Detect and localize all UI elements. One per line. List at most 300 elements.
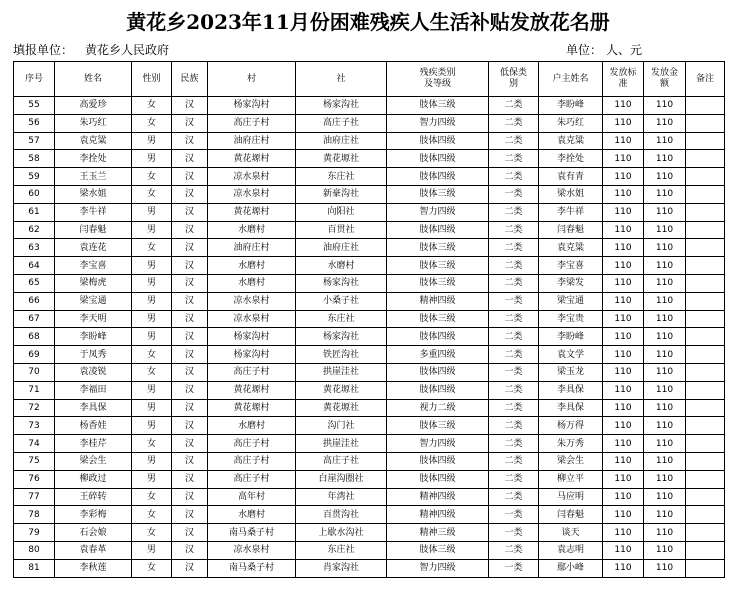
cell-subsidy-amount: 110 xyxy=(644,488,686,506)
cell-subsistence-category: 二类 xyxy=(489,203,539,221)
column-header-subsidy-standard: 发放标 准 xyxy=(603,62,644,97)
cell-serial-no: 77 xyxy=(14,488,55,506)
cell-serial-no: 61 xyxy=(14,203,55,221)
cell-community: 高庄子社 xyxy=(296,114,387,132)
cell-ethnicity: 汉 xyxy=(172,435,208,453)
cell-village: 南马桑子村 xyxy=(208,524,296,542)
cell-ethnicity: 汉 xyxy=(172,506,208,524)
cell-serial-no: 78 xyxy=(14,506,55,524)
cell-community: 杨家沟社 xyxy=(296,328,387,346)
table-row xyxy=(14,203,725,221)
cell-gender: 男 xyxy=(132,257,172,275)
table-row xyxy=(14,470,725,488)
cell-remarks xyxy=(686,150,725,168)
cell-serial-no: 70 xyxy=(14,363,55,381)
cell-name: 石会娘 xyxy=(55,524,132,542)
cell-subsistence-category: 二类 xyxy=(489,470,539,488)
column-header-remarks: 备注 xyxy=(686,62,725,97)
cell-disability-grade: 精神四级 xyxy=(387,292,489,310)
cell-subsidy-standard: 110 xyxy=(603,524,644,542)
cell-remarks xyxy=(686,452,725,470)
cell-disability-grade: 精神四级 xyxy=(387,488,489,506)
cell-community: 黄花塬社 xyxy=(296,150,387,168)
cell-household-head: 谈天 xyxy=(539,524,603,542)
column-header-disability-grade: 残疾类别 及等级 xyxy=(387,62,489,97)
cell-subsistence-category: 二类 xyxy=(489,488,539,506)
reporting-unit-value: 黄花乡人民政府 xyxy=(85,43,170,57)
cell-gender: 男 xyxy=(132,328,172,346)
cell-disability-grade: 智力四级 xyxy=(387,203,489,221)
cell-serial-no: 63 xyxy=(14,239,55,257)
cell-disability-grade: 精神三级 xyxy=(387,524,489,542)
cell-subsidy-standard: 110 xyxy=(603,97,644,115)
cell-village: 凉水泉村 xyxy=(208,310,296,328)
cell-subsidy-standard: 110 xyxy=(603,185,644,203)
cell-ethnicity: 汉 xyxy=(172,221,208,239)
cell-village: 水磨村 xyxy=(208,221,296,239)
cell-household-head: 李牛祥 xyxy=(539,203,603,221)
table-row xyxy=(14,97,725,115)
cell-ethnicity: 汉 xyxy=(172,292,208,310)
cell-subsistence-category: 二类 xyxy=(489,239,539,257)
cell-subsistence-category: 二类 xyxy=(489,541,539,559)
cell-name: 李拴处 xyxy=(55,150,132,168)
cell-community: 小桑子社 xyxy=(296,292,387,310)
cell-subsidy-amount: 110 xyxy=(644,239,686,257)
cell-gender: 女 xyxy=(132,239,172,257)
cell-remarks xyxy=(686,488,725,506)
cell-community: 东庄社 xyxy=(296,541,387,559)
table-row xyxy=(14,452,725,470)
cell-gender: 男 xyxy=(132,399,172,417)
cell-subsidy-standard: 110 xyxy=(603,132,644,150)
cell-subsistence-category: 一类 xyxy=(489,292,539,310)
cell-name: 李盼峰 xyxy=(55,328,132,346)
cell-name: 李具保 xyxy=(55,399,132,417)
cell-subsistence-category: 二类 xyxy=(489,381,539,399)
cell-disability-grade: 肢体四级 xyxy=(387,168,489,186)
table-row xyxy=(14,488,725,506)
cell-remarks xyxy=(686,559,725,577)
cell-name: 袁连花 xyxy=(55,239,132,257)
cell-subsistence-category: 一类 xyxy=(489,506,539,524)
cell-household-head: 鄢小峰 xyxy=(539,559,603,577)
measurement-unit-label: 单位： xyxy=(566,43,603,57)
cell-household-head: 李梁发 xyxy=(539,274,603,292)
cell-subsidy-amount: 110 xyxy=(644,292,686,310)
table-row xyxy=(14,132,725,150)
cell-village: 杨家沟村 xyxy=(208,328,296,346)
cell-subsidy-standard: 110 xyxy=(603,559,644,577)
cell-serial-no: 64 xyxy=(14,257,55,275)
cell-subsidy-standard: 110 xyxy=(603,203,644,221)
cell-village: 高庄子村 xyxy=(208,114,296,132)
cell-community: 杨家沟社 xyxy=(296,97,387,115)
cell-subsistence-category: 二类 xyxy=(489,274,539,292)
cell-serial-no: 76 xyxy=(14,470,55,488)
cell-subsidy-standard: 110 xyxy=(603,417,644,435)
cell-household-head: 马应明 xyxy=(539,488,603,506)
cell-community: 油府庄社 xyxy=(296,239,387,257)
cell-serial-no: 69 xyxy=(14,346,55,364)
cell-village: 高庄子村 xyxy=(208,452,296,470)
cell-village: 水磨村 xyxy=(208,417,296,435)
cell-subsidy-standard: 110 xyxy=(603,452,644,470)
cell-name: 闫春魁 xyxy=(55,221,132,239)
table-row xyxy=(14,363,725,381)
cell-household-head: 李宝贵 xyxy=(539,310,603,328)
cell-gender: 女 xyxy=(132,168,172,186)
cell-subsistence-category: 二类 xyxy=(489,97,539,115)
cell-ethnicity: 汉 xyxy=(172,132,208,150)
cell-ethnicity: 汉 xyxy=(172,168,208,186)
cell-village: 水磨村 xyxy=(208,257,296,275)
cell-household-head: 闫春魁 xyxy=(539,221,603,239)
cell-community: 高庄子社 xyxy=(296,452,387,470)
table-header-row xyxy=(14,62,725,97)
cell-subsistence-category: 一类 xyxy=(489,559,539,577)
table-row xyxy=(14,310,725,328)
cell-disability-grade: 肢体三级 xyxy=(387,97,489,115)
cell-remarks xyxy=(686,203,725,221)
table-row xyxy=(14,435,725,453)
cell-subsistence-category: 二类 xyxy=(489,310,539,328)
cell-household-head: 李宝喜 xyxy=(539,257,603,275)
cell-disability-grade: 肢体四级 xyxy=(387,132,489,150)
cell-village: 水磨村 xyxy=(208,506,296,524)
cell-disability-grade: 肢体三级 xyxy=(387,417,489,435)
cell-village: 凉水泉村 xyxy=(208,541,296,559)
cell-community: 拱崖洼社 xyxy=(296,435,387,453)
cell-disability-grade: 肢体四级 xyxy=(387,363,489,381)
cell-subsidy-amount: 110 xyxy=(644,417,686,435)
cell-household-head: 李具保 xyxy=(539,399,603,417)
cell-subsidy-amount: 110 xyxy=(644,452,686,470)
cell-serial-no: 66 xyxy=(14,292,55,310)
cell-serial-no: 73 xyxy=(14,417,55,435)
column-header-village: 村 xyxy=(208,62,296,97)
reporting-unit-label: 填报单位： xyxy=(13,43,74,57)
cell-household-head: 袁志明 xyxy=(539,541,603,559)
cell-subsidy-amount: 110 xyxy=(644,435,686,453)
table-row xyxy=(14,150,725,168)
cell-remarks xyxy=(686,363,725,381)
cell-subsidy-standard: 110 xyxy=(603,488,644,506)
cell-remarks xyxy=(686,417,725,435)
cell-gender: 男 xyxy=(132,203,172,221)
cell-remarks xyxy=(686,506,725,524)
cell-remarks xyxy=(686,97,725,115)
cell-remarks xyxy=(686,274,725,292)
cell-community: 黄花塬社 xyxy=(296,381,387,399)
column-header-household-head: 户主姓名 xyxy=(539,62,603,97)
cell-disability-grade: 智力四级 xyxy=(387,435,489,453)
cell-subsistence-category: 二类 xyxy=(489,328,539,346)
cell-ethnicity: 汉 xyxy=(172,346,208,364)
cell-remarks xyxy=(686,399,725,417)
cell-subsidy-amount: 110 xyxy=(644,381,686,399)
cell-disability-grade: 肢体三级 xyxy=(387,257,489,275)
cell-ethnicity: 汉 xyxy=(172,363,208,381)
cell-subsidy-standard: 110 xyxy=(603,381,644,399)
cell-subsistence-category: 二类 xyxy=(489,399,539,417)
cell-name: 李福田 xyxy=(55,381,132,399)
cell-community: 油府庄社 xyxy=(296,132,387,150)
cell-subsidy-standard: 110 xyxy=(603,506,644,524)
cell-remarks xyxy=(686,346,725,364)
cell-village: 油府庄村 xyxy=(208,239,296,257)
cell-name: 袁春革 xyxy=(55,541,132,559)
cell-remarks xyxy=(686,310,725,328)
column-header-community: 社 xyxy=(296,62,387,97)
cell-remarks xyxy=(686,221,725,239)
cell-disability-grade: 肢体三级 xyxy=(387,541,489,559)
table-row xyxy=(14,292,725,310)
cell-gender: 男 xyxy=(132,452,172,470)
cell-community: 杨家沟社 xyxy=(296,274,387,292)
cell-remarks xyxy=(686,239,725,257)
table-row xyxy=(14,541,725,559)
cell-name: 柳政过 xyxy=(55,470,132,488)
cell-ethnicity: 汉 xyxy=(172,328,208,346)
cell-name: 李牛祥 xyxy=(55,203,132,221)
cell-disability-grade: 肢体三级 xyxy=(387,310,489,328)
cell-household-head: 柳立平 xyxy=(539,470,603,488)
cell-gender: 男 xyxy=(132,310,172,328)
cell-ethnicity: 汉 xyxy=(172,559,208,577)
cell-gender: 女 xyxy=(132,185,172,203)
cell-gender: 女 xyxy=(132,559,172,577)
cell-name: 王碎转 xyxy=(55,488,132,506)
cell-ethnicity: 汉 xyxy=(172,274,208,292)
cell-remarks xyxy=(686,541,725,559)
cell-household-head: 朱巧红 xyxy=(539,114,603,132)
cell-household-head: 袁有青 xyxy=(539,168,603,186)
cell-serial-no: 56 xyxy=(14,114,55,132)
cell-name: 朱巧红 xyxy=(55,114,132,132)
cell-household-head: 袁文学 xyxy=(539,346,603,364)
table-row xyxy=(14,381,725,399)
cell-household-head: 梁宝通 xyxy=(539,292,603,310)
table-row xyxy=(14,168,725,186)
cell-disability-grade: 肢体四级 xyxy=(387,328,489,346)
cell-disability-grade: 智力四级 xyxy=(387,114,489,132)
cell-gender: 男 xyxy=(132,470,172,488)
cell-subsistence-category: 一类 xyxy=(489,363,539,381)
cell-subsidy-amount: 110 xyxy=(644,132,686,150)
cell-subsidy-amount: 110 xyxy=(644,97,686,115)
cell-disability-grade: 肢体三级 xyxy=(387,239,489,257)
cell-subsidy-amount: 110 xyxy=(644,221,686,239)
cell-name: 梁会生 xyxy=(55,452,132,470)
cell-subsistence-category: 一类 xyxy=(489,185,539,203)
cell-community: 东庄社 xyxy=(296,310,387,328)
cell-subsistence-category: 二类 xyxy=(489,257,539,275)
cell-disability-grade: 智力四级 xyxy=(387,559,489,577)
cell-disability-grade: 肢体四级 xyxy=(387,452,489,470)
cell-disability-grade: 肢体四级 xyxy=(387,470,489,488)
cell-household-head: 袁克粱 xyxy=(539,239,603,257)
cell-subsidy-standard: 110 xyxy=(603,346,644,364)
cell-ethnicity: 汉 xyxy=(172,488,208,506)
cell-subsistence-category: 一类 xyxy=(489,524,539,542)
cell-village: 油府庄村 xyxy=(208,132,296,150)
cell-ethnicity: 汉 xyxy=(172,150,208,168)
cell-gender: 男 xyxy=(132,274,172,292)
cell-subsidy-amount: 110 xyxy=(644,274,686,292)
cell-disability-grade: 视力二级 xyxy=(387,399,489,417)
cell-community: 向阳社 xyxy=(296,203,387,221)
cell-remarks xyxy=(686,257,725,275)
table-row xyxy=(14,417,725,435)
column-header-subsistence-category: 低保类 别 xyxy=(489,62,539,97)
cell-subsistence-category: 二类 xyxy=(489,150,539,168)
reporting-unit xyxy=(13,42,169,58)
cell-subsidy-amount: 110 xyxy=(644,114,686,132)
cell-disability-grade: 多重四级 xyxy=(387,346,489,364)
cell-village: 水磨村 xyxy=(208,274,296,292)
cell-remarks xyxy=(686,524,725,542)
cell-gender: 男 xyxy=(132,417,172,435)
measurement-unit xyxy=(566,42,642,58)
cell-subsidy-standard: 110 xyxy=(603,470,644,488)
cell-subsistence-category: 二类 xyxy=(489,132,539,150)
cell-remarks xyxy=(686,132,725,150)
cell-name: 李秋莲 xyxy=(55,559,132,577)
cell-subsistence-category: 二类 xyxy=(489,435,539,453)
cell-remarks xyxy=(686,185,725,203)
cell-subsistence-category: 二类 xyxy=(489,221,539,239)
cell-subsidy-amount: 110 xyxy=(644,399,686,417)
cell-gender: 女 xyxy=(132,97,172,115)
cell-name: 李彩梅 xyxy=(55,506,132,524)
cell-ethnicity: 汉 xyxy=(172,417,208,435)
measurement-unit-value: 人、元 xyxy=(606,43,643,57)
cell-subsidy-amount: 110 xyxy=(644,363,686,381)
cell-ethnicity: 汉 xyxy=(172,541,208,559)
cell-serial-no: 80 xyxy=(14,541,55,559)
cell-gender: 女 xyxy=(132,524,172,542)
table-row xyxy=(14,274,725,292)
cell-village: 杨家沟村 xyxy=(208,346,296,364)
cell-household-head: 李盼峰 xyxy=(539,97,603,115)
cell-ethnicity: 汉 xyxy=(172,310,208,328)
column-header-gender: 性别 xyxy=(132,62,172,97)
cell-household-head: 朱万秀 xyxy=(539,435,603,453)
cell-name: 梁水姐 xyxy=(55,185,132,203)
table-row xyxy=(14,524,725,542)
cell-name: 李宝喜 xyxy=(55,257,132,275)
cell-household-head: 李具保 xyxy=(539,381,603,399)
cell-subsidy-standard: 110 xyxy=(603,114,644,132)
cell-gender: 女 xyxy=(132,114,172,132)
table-row xyxy=(14,346,725,364)
cell-name: 王玉兰 xyxy=(55,168,132,186)
cell-subsidy-standard: 110 xyxy=(603,328,644,346)
subsidy-roster-table xyxy=(13,61,725,578)
cell-subsidy-standard: 110 xyxy=(603,221,644,239)
cell-village: 黄花塬村 xyxy=(208,203,296,221)
cell-village: 黄花塬村 xyxy=(208,399,296,417)
cell-community: 拱崖洼社 xyxy=(296,363,387,381)
cell-gender: 女 xyxy=(132,488,172,506)
cell-subsidy-standard: 110 xyxy=(603,239,644,257)
cell-village: 高庄子村 xyxy=(208,470,296,488)
cell-community: 百贯沟社 xyxy=(296,506,387,524)
cell-ethnicity: 汉 xyxy=(172,524,208,542)
cell-ethnicity: 汉 xyxy=(172,185,208,203)
cell-name: 李桂芹 xyxy=(55,435,132,453)
cell-gender: 男 xyxy=(132,381,172,399)
cell-name: 于凤秀 xyxy=(55,346,132,364)
table-row xyxy=(14,114,725,132)
cell-village: 黄花塬村 xyxy=(208,150,296,168)
cell-village: 凉水泉村 xyxy=(208,185,296,203)
cell-name: 高爱珍 xyxy=(55,97,132,115)
cell-subsidy-amount: 110 xyxy=(644,541,686,559)
cell-serial-no: 57 xyxy=(14,132,55,150)
cell-subsidy-standard: 110 xyxy=(603,257,644,275)
column-header-name: 姓名 xyxy=(55,62,132,97)
cell-community: 肖家沟社 xyxy=(296,559,387,577)
cell-subsistence-category: 二类 xyxy=(489,417,539,435)
cell-gender: 男 xyxy=(132,292,172,310)
cell-serial-no: 58 xyxy=(14,150,55,168)
cell-community: 白崖沟圈社 xyxy=(296,470,387,488)
cell-remarks xyxy=(686,435,725,453)
cell-serial-no: 55 xyxy=(14,97,55,115)
cell-disability-grade: 肢体四级 xyxy=(387,381,489,399)
cell-household-head: 袁克粱 xyxy=(539,132,603,150)
cell-household-head: 梁水姐 xyxy=(539,185,603,203)
cell-subsidy-amount: 110 xyxy=(644,506,686,524)
cell-household-head: 李拴处 xyxy=(539,150,603,168)
cell-village: 高年村 xyxy=(208,488,296,506)
cell-disability-grade: 肢体三级 xyxy=(387,274,489,292)
table-row xyxy=(14,559,725,577)
cell-ethnicity: 汉 xyxy=(172,381,208,399)
cell-subsistence-category: 二类 xyxy=(489,346,539,364)
column-header-subsidy-amount: 发放金 额 xyxy=(644,62,686,97)
cell-subsidy-standard: 110 xyxy=(603,310,644,328)
cell-serial-no: 60 xyxy=(14,185,55,203)
cell-subsidy-amount: 110 xyxy=(644,559,686,577)
cell-gender: 女 xyxy=(132,363,172,381)
cell-gender: 男 xyxy=(132,221,172,239)
cell-gender: 男 xyxy=(132,541,172,559)
table-row xyxy=(14,185,725,203)
cell-gender: 女 xyxy=(132,506,172,524)
cell-ethnicity: 汉 xyxy=(172,203,208,221)
cell-disability-grade: 肢体四级 xyxy=(387,221,489,239)
cell-household-head: 杨万得 xyxy=(539,417,603,435)
cell-subsidy-standard: 110 xyxy=(603,363,644,381)
cell-disability-grade: 肢体四级 xyxy=(387,150,489,168)
cell-name: 梁宝通 xyxy=(55,292,132,310)
cell-village: 杨家沟村 xyxy=(208,97,296,115)
cell-village: 黄花塬村 xyxy=(208,381,296,399)
table-row xyxy=(14,239,725,257)
cell-subsidy-standard: 110 xyxy=(603,435,644,453)
cell-subsidy-standard: 110 xyxy=(603,292,644,310)
cell-ethnicity: 汉 xyxy=(172,97,208,115)
cell-subsidy-standard: 110 xyxy=(603,541,644,559)
cell-gender: 男 xyxy=(132,150,172,168)
table-row xyxy=(14,257,725,275)
cell-subsidy-amount: 110 xyxy=(644,328,686,346)
cell-name: 杨香娃 xyxy=(55,417,132,435)
cell-subsidy-amount: 110 xyxy=(644,346,686,364)
